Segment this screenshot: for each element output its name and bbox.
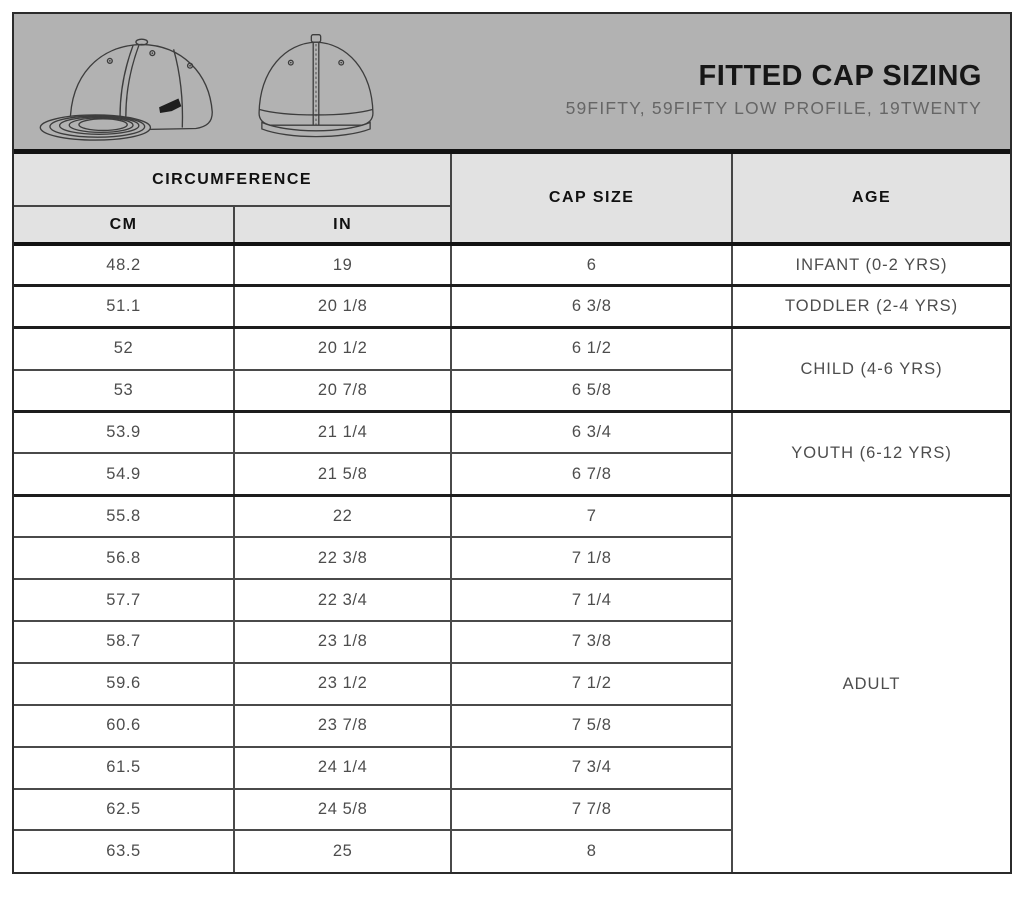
in-cell: 23 7/8 bbox=[234, 705, 451, 747]
page-title: FITTED CAP SIZING bbox=[698, 60, 982, 92]
age-group-cell: YOUTH (6-12 YRS) bbox=[732, 412, 1010, 496]
cap-illustrations bbox=[36, 24, 386, 143]
in-cell: 24 1/4 bbox=[234, 747, 451, 789]
in-cell: 20 7/8 bbox=[234, 370, 451, 412]
age-header: AGE bbox=[732, 154, 1010, 244]
new-era-flag-logo bbox=[159, 99, 181, 113]
in-header: IN bbox=[234, 206, 451, 244]
in-cell: 22 3/4 bbox=[234, 579, 451, 621]
in-cell: 19 bbox=[234, 244, 451, 286]
cm-cell: 61.5 bbox=[14, 747, 234, 789]
table-row bbox=[14, 244, 1010, 286]
size-table bbox=[14, 154, 1010, 872]
cap-size-cell: 7 1/4 bbox=[451, 579, 732, 621]
cap-size-cell: 6 bbox=[451, 244, 732, 286]
circumference-header: CIRCUMFERENCE bbox=[14, 154, 451, 206]
cm-cell: 52 bbox=[14, 328, 234, 370]
cap-size-cell: 7 bbox=[451, 495, 732, 537]
cap-size-cell: 7 3/4 bbox=[451, 747, 732, 789]
cm-cell: 53 bbox=[14, 370, 234, 412]
cm-cell: 55.8 bbox=[14, 495, 234, 537]
cm-cell: 48.2 bbox=[14, 244, 234, 286]
age-group-cell: CHILD (4-6 YRS) bbox=[732, 328, 1010, 412]
cap-back-view-icon bbox=[246, 29, 386, 143]
title-block bbox=[566, 60, 982, 143]
table-row bbox=[14, 328, 1010, 370]
cm-cell: 58.7 bbox=[14, 621, 234, 663]
in-cell: 24 5/8 bbox=[234, 789, 451, 831]
age-group-cell: TODDLER (2-4 YRS) bbox=[732, 286, 1010, 328]
page-subtitle: 59FIFTY, 59FIFTY LOW PROFILE, 19TWENTY bbox=[565, 98, 982, 118]
cm-cell: 57.7 bbox=[14, 579, 234, 621]
in-cell: 23 1/2 bbox=[234, 663, 451, 705]
cm-cell: 56.8 bbox=[14, 537, 234, 579]
cap-size-cell: 6 1/2 bbox=[451, 328, 732, 370]
cap-size-cell: 6 3/8 bbox=[451, 286, 732, 328]
cap-size-header: CAP SIZE bbox=[451, 154, 732, 244]
cap-size-cell: 7 7/8 bbox=[451, 789, 732, 831]
cap-size-cell: 6 7/8 bbox=[451, 453, 732, 495]
header-row-1 bbox=[14, 154, 1010, 206]
cap-size-cell: 8 bbox=[451, 830, 732, 872]
cm-cell: 59.6 bbox=[14, 663, 234, 705]
table-row bbox=[14, 495, 1010, 537]
age-group-cell: INFANT (0-2 YRS) bbox=[732, 244, 1010, 286]
in-cell: 21 5/8 bbox=[234, 453, 451, 495]
in-cell: 20 1/8 bbox=[234, 286, 451, 328]
table-row bbox=[14, 412, 1010, 454]
cap-size-cell: 7 5/8 bbox=[451, 705, 732, 747]
cm-cell: 53.9 bbox=[14, 412, 234, 454]
cm-header: CM bbox=[14, 206, 234, 244]
age-group-cell: ADULT bbox=[732, 495, 1010, 872]
in-cell: 20 1/2 bbox=[234, 328, 451, 370]
in-cell: 23 1/8 bbox=[234, 621, 451, 663]
in-cell: 22 3/8 bbox=[234, 537, 451, 579]
table-row bbox=[14, 286, 1010, 328]
in-cell: 25 bbox=[234, 830, 451, 872]
cm-cell: 63.5 bbox=[14, 830, 234, 872]
cap-size-cell: 6 5/8 bbox=[451, 370, 732, 412]
cm-cell: 54.9 bbox=[14, 453, 234, 495]
cm-cell: 62.5 bbox=[14, 789, 234, 831]
size-table-body bbox=[14, 244, 1010, 872]
in-cell: 22 bbox=[234, 495, 451, 537]
size-table-header bbox=[14, 154, 1010, 244]
in-cell: 21 1/4 bbox=[234, 412, 451, 454]
header-band bbox=[14, 14, 1010, 154]
cm-cell: 51.1 bbox=[14, 286, 234, 328]
sizing-chart-figure bbox=[12, 12, 1012, 874]
cap-size-cell: 7 1/8 bbox=[451, 537, 732, 579]
cm-cell: 60.6 bbox=[14, 705, 234, 747]
cap-side-view-icon bbox=[36, 29, 232, 143]
cap-size-cell: 6 3/4 bbox=[451, 412, 732, 454]
cap-size-cell: 7 3/8 bbox=[451, 621, 732, 663]
cap-size-cell: 7 1/2 bbox=[451, 663, 732, 705]
